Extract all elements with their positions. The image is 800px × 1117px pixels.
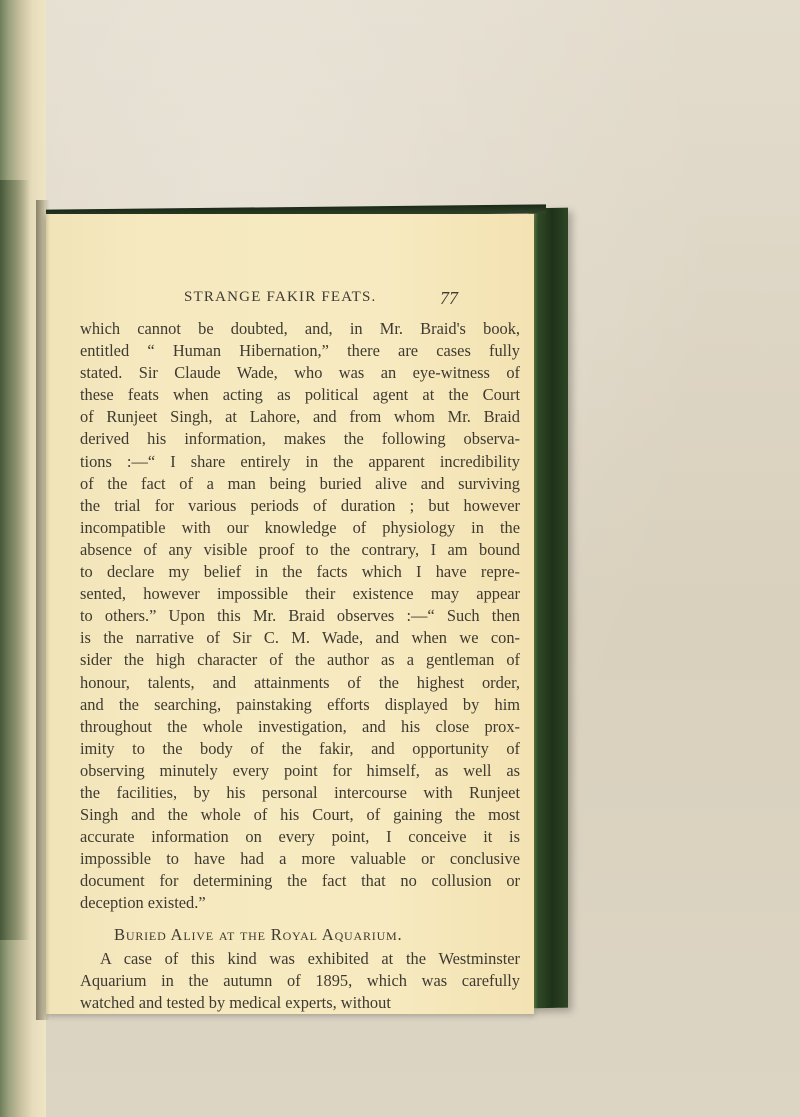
text-line: derived his information, makes the following observa- <box>80 429 520 449</box>
text-line: Singh and the whole of his Court, of gaining the most <box>80 805 520 825</box>
text-line: which cannot be doubted, and, in Mr. Braid's book, <box>80 319 520 338</box>
text-line: impossible to have had a more valuable or conclusive <box>80 849 520 869</box>
facing-page-shadow <box>0 180 30 940</box>
text-line: to declare my belief in the facts which I have repre- <box>80 562 520 582</box>
text-line: deception existed.” <box>80 893 206 913</box>
text-line: of Runjeet Singh, at Lahore, and from whom Mr. Braid <box>80 407 520 427</box>
text-line: to others.” Upon this Mr. Braid observes :—“ Such then <box>80 606 520 626</box>
text-line: accurate information on every point, I conceive it is <box>80 827 520 847</box>
text-line: document for determining the fact that no collusion or <box>80 871 520 891</box>
text-line: stated. Sir Claude Wade, who was an eye-witness of <box>80 363 520 383</box>
text-line: sider the high character of the author as a gentleman of <box>80 650 520 670</box>
text-line: tions :—“ I share entirely in the apparent incredibility <box>80 451 520 471</box>
page-number: 77 <box>440 288 458 308</box>
text-line: imity to the body of the fakir, and opportunity of <box>80 738 520 758</box>
paragraph <box>80 948 520 1014</box>
text-line: throughout the whole investigation, and his close prox- <box>80 716 520 736</box>
text-line: of the fact of a man being buried alive and surviving <box>80 473 520 493</box>
book-cover-edge <box>528 208 568 1009</box>
running-head: STRANGE FAKIR FEATS. <box>184 289 377 305</box>
text-line: the facilities, by his personal intercourse with Runjeet <box>80 782 520 802</box>
text-line: honour, talents, and attainments of the highest order, <box>80 672 520 692</box>
text-line: watched and tested by medical experts, without <box>80 992 391 1012</box>
text-line: A case of this kind was exhibited at the Westminster <box>100 948 520 968</box>
text-line: is the narrative of Sir C. M. Wade, and when we con- <box>80 628 520 648</box>
text-line: these feats when acting as political agent at the Court <box>80 385 520 405</box>
text-line: sented, however impossible their existence may appear <box>80 584 520 604</box>
text-line: entitled “ Human Hibernation,” there are cases fully <box>80 341 520 361</box>
text-line: incompatible with our knowledge of physiology in the <box>80 517 520 537</box>
section-heading: Buried Alive at the Royal Aquarium. <box>114 924 403 944</box>
text-line: and the searching, painstaking efforts displayed by him <box>80 694 520 714</box>
text-line: Aquarium in the autumn of 1895, which was carefully <box>80 970 520 990</box>
paragraph <box>80 318 520 915</box>
text-line: observing minutely every point for himself, as well as <box>80 760 520 780</box>
text-line: absence of any visible proof to the contrary, I am bound <box>80 539 520 559</box>
text-line: the trial for various periods of duration ; but however <box>80 495 520 515</box>
gutter-shadow <box>36 200 50 1020</box>
page-body <box>80 318 520 1014</box>
